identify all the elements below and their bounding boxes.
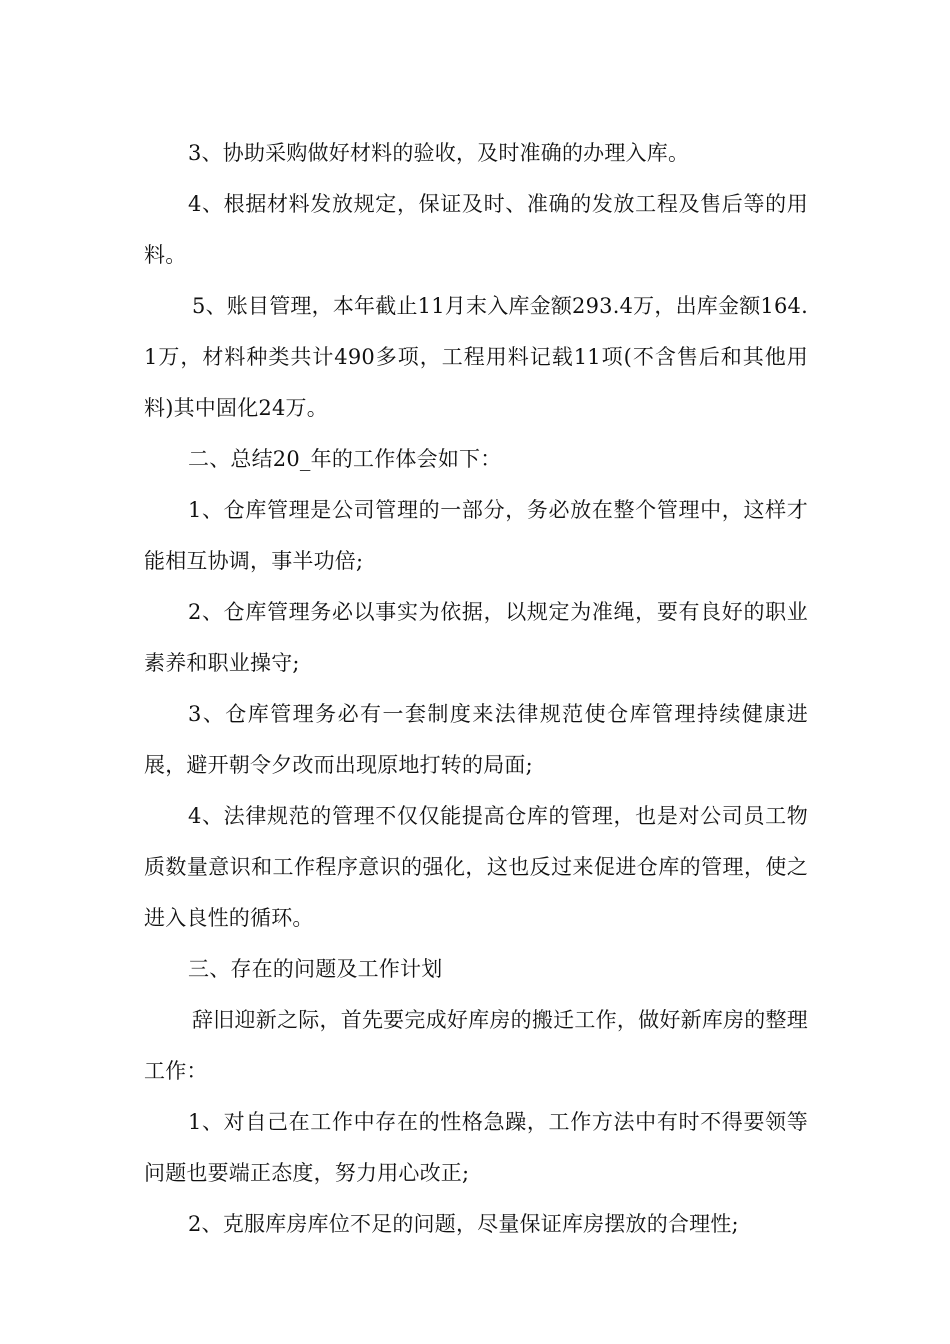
section-heading-summary: 二、总结20_年的工作体会如下： <box>188 447 502 471</box>
paragraph-item-4-material-issue: 4、根据材料发放规定，保证及时、准确的发放工程及售后等的用料。 <box>144 192 808 267</box>
paragraph-item-3-acceptance: 3、协助采购做好材料的验收，及时准确的办理入库。 <box>188 141 690 165</box>
paragraph-summary-3: 3、仓库管理务必有一套制度来法律规范使仓库管理持续健康进展，避开朝令夕改而出现原地打转的局面; <box>144 702 808 777</box>
paragraph-plan-intro: 辞旧迎新之际，首先要完成好库房的搬迁工作，做好新库房的整理工作： <box>144 1008 808 1083</box>
paragraph-plan-1: 1、对自己在工作中存在的性格急躁，工作方法中有时不得要领等问题也要端正态度，努力用心改正; <box>144 1110 808 1185</box>
paragraph-summary-4: 4、法律规范的管理不仅仅能提高仓库的管理，也是对公司员工物质数量意识和工作程序意识的强化，这也反过来促进仓库的管理，使之进入良性的循环。 <box>144 804 808 930</box>
document-body <box>144 128 808 1250</box>
paragraph-summary-2: 2、仓库管理务必以事实为依据，以规定为准绳，要有良好的职业素养和职业操守; <box>144 600 808 675</box>
paragraph-summary-1: 1、仓库管理是公司管理的一部分，务必放在整个管理中，这样才能相互协调，事半功倍; <box>144 498 808 573</box>
paragraph-plan-2: 2、克服库房库位不足的问题，尽量保证库房摆放的合理性; <box>188 1212 739 1236</box>
paragraph-item-5-accounts: 5、账目管理，本年截止11月末入库金额293.4万，出库金额164.1万，材料种类共计490多项，工程用料记载11项(不含售后和其他用料)其中固化24万。 <box>144 294 808 420</box>
section-heading-problems-plan: 三、存在的问题及工作计划 <box>188 957 443 981</box>
